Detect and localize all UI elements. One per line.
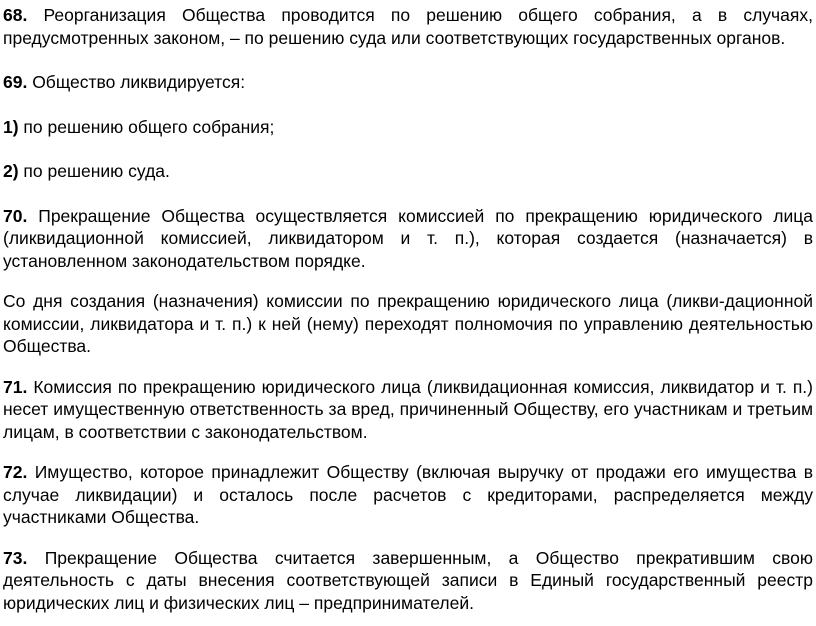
paragraph-number: 70. <box>3 205 28 226</box>
list-item-number: 1) <box>3 116 19 137</box>
paragraph-text: Имущество, которое принадлежит Обществу (включая выручку от продажи его имущества в случае ликвидации) и осталось после расчетов с кредиторами, распределяется между участниками Общества. <box>3 462 813 527</box>
list-item-2 <box>3 160 813 183</box>
list-item-number: 2) <box>3 161 19 181</box>
paragraph-text: Комиссия по прекращению юридического лица (ликвидационная комиссия, ликвидатор и т. п.) несет имущественную ответственность за вред, причиненный Обществу, его участникам и третьим лицам, в соответствии с законодательством. <box>3 376 813 442</box>
paragraph-70 <box>3 205 813 273</box>
paragraph-text: Общество ликвидируется: <box>27 72 246 92</box>
paragraph-number: 73. <box>3 547 28 568</box>
paragraph-number: 72. <box>3 462 28 482</box>
paragraph-70-continued <box>3 290 813 358</box>
paragraph-number: 71. <box>3 376 28 397</box>
paragraph-number: 68. <box>3 5 28 25</box>
paragraph-number: 69. <box>3 72 28 92</box>
paragraph-72 <box>3 461 813 529</box>
paragraph-71 <box>3 376 813 444</box>
paragraph-text: Прекращение Общества считается завершенным, а Общество прекратившим свою деятельность с даты внесения соответствующей записи в Единый государственный реестр юридических лиц и физических лиц – предпринимателей. <box>3 547 813 613</box>
list-item-1 <box>3 116 813 139</box>
paragraph-text: Прекращение Общества осуществляется комиссией по прекращению юридического лица (ликвидационной комиссией, ликвидатором и т. п.), которая создается (назначается) в установленном законодательством порядке. <box>3 205 813 271</box>
paragraph-text: Реорганизация Общества проводится по решению общего собрания, а в случаях, предусмотренных законом, – по решению суда или соответствующих государственных органов. <box>3 5 813 48</box>
list-item-text: по решению общего собрания; <box>18 116 275 137</box>
paragraph-68 <box>3 4 813 49</box>
paragraph-73 <box>3 547 813 615</box>
paragraph-69 <box>3 71 813 94</box>
paragraph-text: Со дня создания (назначения) комиссии по прекращению юридического лица (ликви-дационной комиссии, ликвидатора и т. п.) к ней (нему) переходят полномочия по управлению деятельностью Общества. <box>3 291 813 356</box>
list-item-text: по решению суда. <box>18 161 170 181</box>
